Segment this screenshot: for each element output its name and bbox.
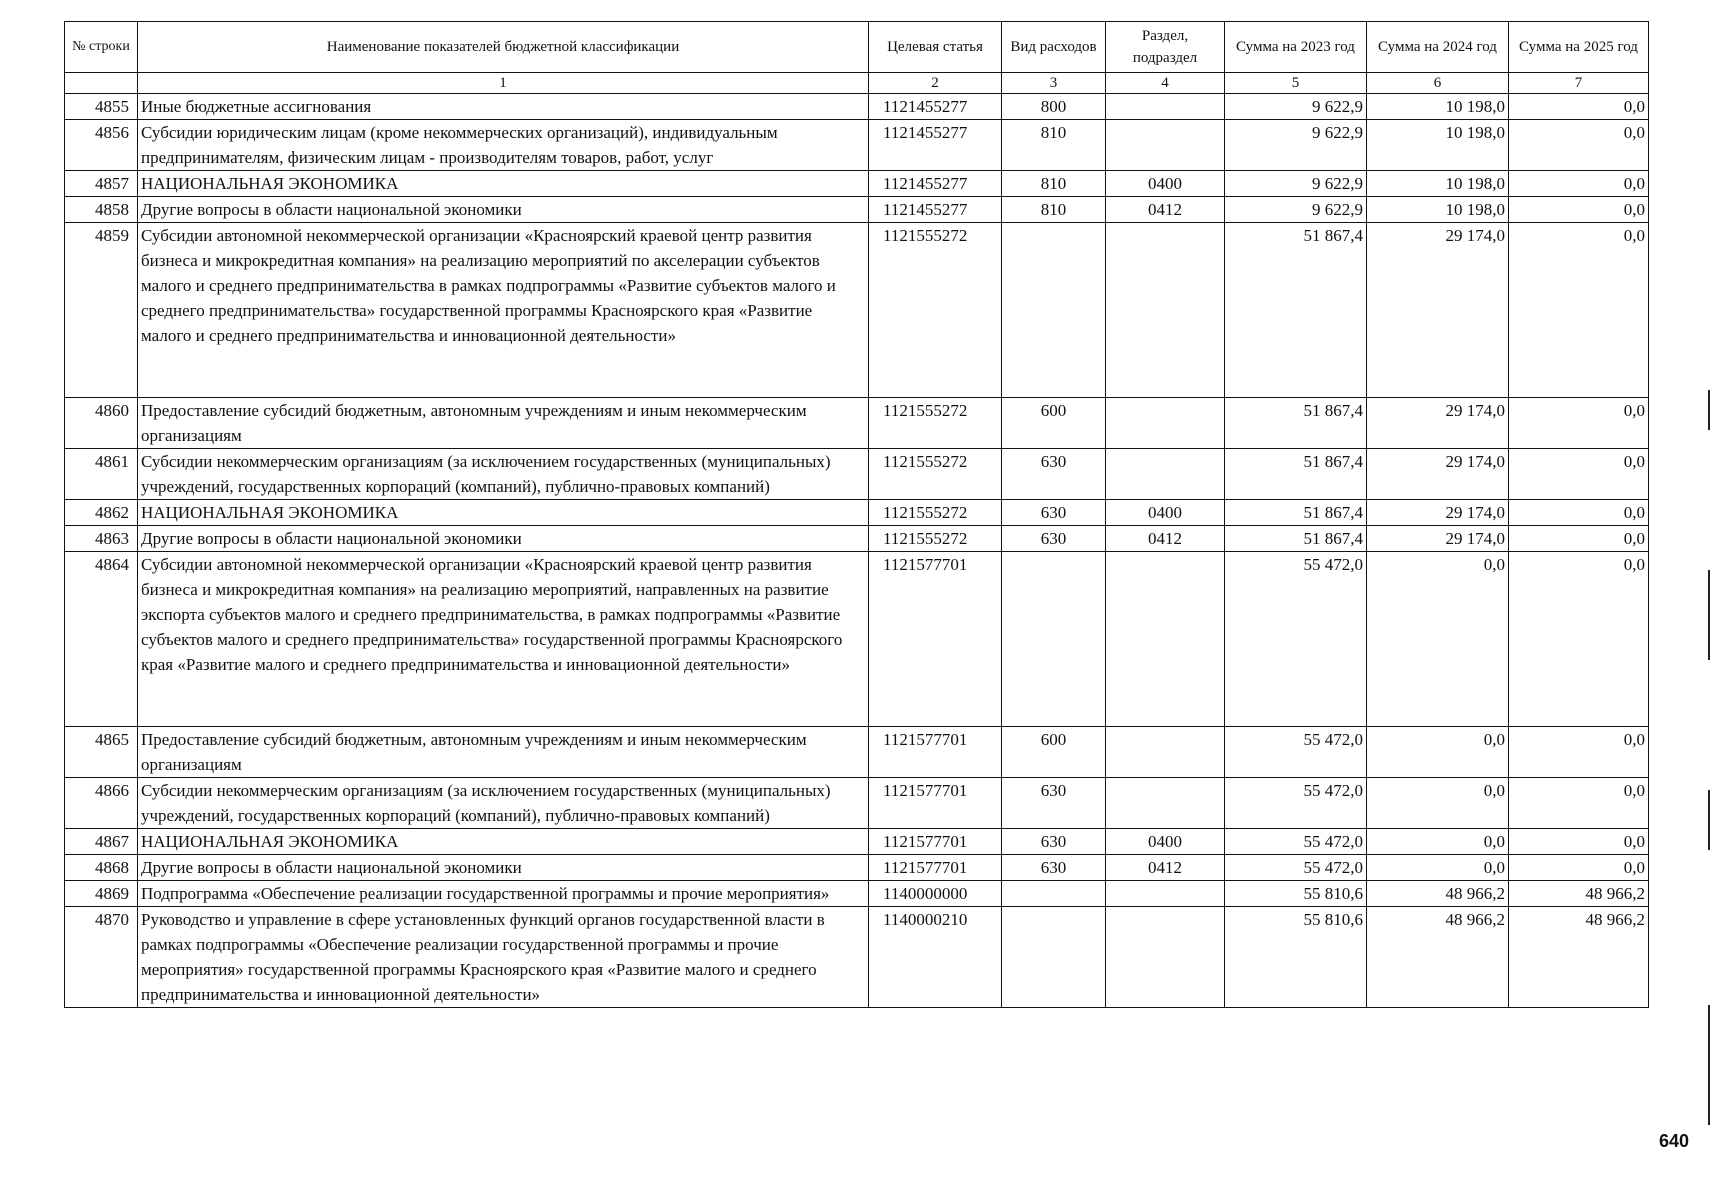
row-vid: 630: [1002, 855, 1106, 881]
row-vid: 630: [1002, 778, 1106, 829]
header-vid: Вид расходов: [1002, 22, 1106, 73]
row-sum-2025: 0,0: [1509, 552, 1649, 727]
row-target: 1140000210: [869, 907, 1002, 1008]
header-sum-2024: Сумма на 2024 год: [1367, 22, 1509, 73]
row-name: Субсидии некоммерческим организациям (за исключением государственных (муниципальных) учреждений, государственных корпораций (компаний), публично-правовых компаний): [138, 778, 869, 829]
row-sum-2025: 0,0: [1509, 398, 1649, 449]
table-row: [65, 778, 1649, 829]
column-number-row: [65, 73, 1649, 94]
row-razdel: 0400: [1106, 171, 1225, 197]
row-sum-2023: 9 622,9: [1225, 94, 1367, 120]
row-target: 1121577701: [869, 552, 1002, 727]
column-number: 3: [1002, 73, 1106, 94]
row-sum-2025: 48 966,2: [1509, 881, 1649, 907]
header-name: Наименование показателей бюджетной классификации: [138, 22, 869, 73]
row-sum-2024: 48 966,2: [1367, 907, 1509, 1008]
column-number: 6: [1367, 73, 1509, 94]
scan-edge-mark: [1708, 570, 1710, 660]
row-sum-2024: 0,0: [1367, 778, 1509, 829]
row-sum-2024: 29 174,0: [1367, 449, 1509, 500]
column-number: 2: [869, 73, 1002, 94]
row-sum-2023: 55 810,6: [1225, 907, 1367, 1008]
row-name: Другие вопросы в области национальной экономики: [138, 197, 869, 223]
row-razdel: [1106, 552, 1225, 727]
table-row: [65, 907, 1649, 1008]
header-target: Целевая статья: [869, 22, 1002, 73]
table-row: [65, 500, 1649, 526]
row-sum-2024: 29 174,0: [1367, 223, 1509, 398]
row-razdel: [1106, 778, 1225, 829]
row-sum-2025: 0,0: [1509, 526, 1649, 552]
row-name: Подпрограмма «Обеспечение реализации государственной программы и прочие мероприятия»: [138, 881, 869, 907]
row-sum-2025: 0,0: [1509, 500, 1649, 526]
row-vid: [1002, 223, 1106, 398]
row-sum-2023: 51 867,4: [1225, 526, 1367, 552]
row-sum-2025: 0,0: [1509, 171, 1649, 197]
row-number: 4868: [65, 855, 138, 881]
header-sum-2025: Сумма на 2025 год: [1509, 22, 1649, 73]
row-number: 4856: [65, 120, 138, 171]
column-number: 4: [1106, 73, 1225, 94]
row-razdel: 0412: [1106, 855, 1225, 881]
row-number: 4866: [65, 778, 138, 829]
row-sum-2024: 48 966,2: [1367, 881, 1509, 907]
row-sum-2023: 55 472,0: [1225, 727, 1367, 778]
row-sum-2023: 51 867,4: [1225, 398, 1367, 449]
row-number: 4870: [65, 907, 138, 1008]
row-sum-2024: 29 174,0: [1367, 526, 1509, 552]
row-razdel: [1106, 94, 1225, 120]
row-name: Другие вопросы в области национальной экономики: [138, 526, 869, 552]
row-vid: 810: [1002, 120, 1106, 171]
row-sum-2025: 0,0: [1509, 197, 1649, 223]
budget-table: [64, 21, 1649, 1008]
row-sum-2024: 0,0: [1367, 727, 1509, 778]
row-sum-2025: 0,0: [1509, 778, 1649, 829]
row-sum-2023: 9 622,9: [1225, 171, 1367, 197]
row-number: 4862: [65, 500, 138, 526]
table-row: [65, 552, 1649, 727]
row-vid: 810: [1002, 197, 1106, 223]
row-name: Иные бюджетные ассигнования: [138, 94, 869, 120]
row-sum-2025: 0,0: [1509, 120, 1649, 171]
row-sum-2025: 0,0: [1509, 829, 1649, 855]
row-sum-2024: 10 198,0: [1367, 120, 1509, 171]
row-sum-2023: 55 810,6: [1225, 881, 1367, 907]
row-razdel: 0400: [1106, 500, 1225, 526]
row-number: 4861: [65, 449, 138, 500]
row-sum-2025: 48 966,2: [1509, 907, 1649, 1008]
row-number: 4865: [65, 727, 138, 778]
row-sum-2024: 10 198,0: [1367, 197, 1509, 223]
row-target: 1121455277: [869, 94, 1002, 120]
row-name: НАЦИОНАЛЬНАЯ ЭКОНОМИКА: [138, 171, 869, 197]
row-sum-2023: 51 867,4: [1225, 449, 1367, 500]
row-number: 4858: [65, 197, 138, 223]
row-target: 1121577701: [869, 727, 1002, 778]
header-row: [65, 22, 1649, 73]
row-sum-2023: 55 472,0: [1225, 778, 1367, 829]
row-target: 1121577701: [869, 855, 1002, 881]
row-razdel: 0412: [1106, 526, 1225, 552]
scan-edge-mark: [1708, 390, 1710, 430]
scan-edge-mark: [1708, 1005, 1710, 1125]
table-row: [65, 449, 1649, 500]
table-row: [65, 398, 1649, 449]
row-name: НАЦИОНАЛЬНАЯ ЭКОНОМИКА: [138, 500, 869, 526]
row-number: 4869: [65, 881, 138, 907]
row-razdel: [1106, 120, 1225, 171]
scan-edge-mark: [1708, 790, 1710, 850]
table-row: [65, 829, 1649, 855]
row-name: Предоставление субсидий бюджетным, автономным учреждениям и иным некоммерческим организациям: [138, 727, 869, 778]
table-row: [65, 223, 1649, 398]
column-number: 7: [1509, 73, 1649, 94]
row-razdel: [1106, 223, 1225, 398]
row-target: 1121555272: [869, 500, 1002, 526]
row-sum-2024: 29 174,0: [1367, 398, 1509, 449]
row-vid: 800: [1002, 94, 1106, 120]
column-number: 1: [138, 73, 869, 94]
row-name: Субсидии автономной некоммерческой организации «Красноярский краевой центр развития бизнеса и микрокредитная компания» на реализацию мероприятий по акселерации субъектов малого и среднего предпринимательства в рамках подпрограммы «Развитие субъектов малого и среднего предпринимательства» государственной программы Красноярского края «Развитие малого и среднего предпринимательства и инновационной деятельности»: [138, 223, 869, 398]
row-razdel: 0412: [1106, 197, 1225, 223]
row-name: Субсидии автономной некоммерческой организации «Красноярский краевой центр развития бизнеса и микрокредитная компания» на реализацию мероприятий, направленных на развитие экспорта субъектов малого и среднего предпринимательства, в рамках подпрограммы «Развитие субъектов малого и среднего предпринимательства» государственной программы Красноярского края «Развитие малого и среднего предпринимательства и инновационной деятельности»: [138, 552, 869, 727]
row-razdel: [1106, 398, 1225, 449]
row-razdel: [1106, 881, 1225, 907]
row-target: 1121577701: [869, 778, 1002, 829]
row-sum-2024: 10 198,0: [1367, 171, 1509, 197]
row-number: 4864: [65, 552, 138, 727]
row-vid: [1002, 907, 1106, 1008]
table-row: [65, 120, 1649, 171]
table-row: [65, 197, 1649, 223]
row-vid: 630: [1002, 829, 1106, 855]
table-row: [65, 855, 1649, 881]
row-name: Другие вопросы в области национальной экономики: [138, 855, 869, 881]
column-number: 5: [1225, 73, 1367, 94]
row-vid: 600: [1002, 398, 1106, 449]
row-sum-2024: 10 198,0: [1367, 94, 1509, 120]
row-name: Субсидии юридическим лицам (кроме некоммерческих организаций), индивидуальным предпринимателям, физическим лицам - производителям товаров, работ, услуг: [138, 120, 869, 171]
row-vid: 630: [1002, 449, 1106, 500]
row-target: 1121555272: [869, 398, 1002, 449]
row-number: 4860: [65, 398, 138, 449]
row-sum-2023: 9 622,9: [1225, 197, 1367, 223]
row-number: 4859: [65, 223, 138, 398]
header-row-no: № строки: [65, 22, 138, 73]
row-sum-2025: 0,0: [1509, 449, 1649, 500]
row-razdel: [1106, 907, 1225, 1008]
header-razdel: Раздел, подраздел: [1106, 22, 1225, 73]
row-vid: 600: [1002, 727, 1106, 778]
row-vid: [1002, 552, 1106, 727]
row-vid: 630: [1002, 526, 1106, 552]
row-sum-2025: 0,0: [1509, 223, 1649, 398]
table-row: [65, 727, 1649, 778]
header-sum-2023: Сумма на 2023 год: [1225, 22, 1367, 73]
page-number: 640: [1659, 1131, 1690, 1151]
row-number: 4857: [65, 171, 138, 197]
row-vid: 810: [1002, 171, 1106, 197]
table-row: [65, 171, 1649, 197]
row-target: 1121455277: [869, 197, 1002, 223]
row-target: 1121455277: [869, 171, 1002, 197]
row-razdel: [1106, 727, 1225, 778]
row-target: 1121455277: [869, 120, 1002, 171]
row-razdel: 0400: [1106, 829, 1225, 855]
row-name: НАЦИОНАЛЬНАЯ ЭКОНОМИКА: [138, 829, 869, 855]
column-number: [65, 73, 138, 94]
row-sum-2023: 51 867,4: [1225, 223, 1367, 398]
row-target: 1121555272: [869, 449, 1002, 500]
table-row: [65, 881, 1649, 907]
row-sum-2023: 55 472,0: [1225, 855, 1367, 881]
table-row: [65, 526, 1649, 552]
table-row: [65, 94, 1649, 120]
row-sum-2024: 0,0: [1367, 829, 1509, 855]
row-sum-2023: 51 867,4: [1225, 500, 1367, 526]
row-number: 4867: [65, 829, 138, 855]
row-number: 4863: [65, 526, 138, 552]
row-target: 1121555272: [869, 526, 1002, 552]
row-vid: 630: [1002, 500, 1106, 526]
row-number: 4855: [65, 94, 138, 120]
row-sum-2023: 55 472,0: [1225, 829, 1367, 855]
row-sum-2023: 9 622,9: [1225, 120, 1367, 171]
row-target: 1140000000: [869, 881, 1002, 907]
row-sum-2024: 29 174,0: [1367, 500, 1509, 526]
row-target: 1121577701: [869, 829, 1002, 855]
row-name: Предоставление субсидий бюджетным, автономным учреждениям и иным некоммерческим организациям: [138, 398, 869, 449]
row-sum-2024: 0,0: [1367, 855, 1509, 881]
row-target: 1121555272: [869, 223, 1002, 398]
row-sum-2024: 0,0: [1367, 552, 1509, 727]
row-sum-2025: 0,0: [1509, 94, 1649, 120]
row-name: Субсидии некоммерческим организациям (за исключением государственных (муниципальных) учреждений, государственных корпораций (компаний), публично-правовых компаний): [138, 449, 869, 500]
row-razdel: [1106, 449, 1225, 500]
row-name: Руководство и управление в сфере установленных функций органов государственной власти в рамках подпрограммы «Обеспечение реализации государственной программы и прочие мероприятия» государственной программы Красноярского края «Развитие малого и среднего предпринимательства и инновационной деятельности»: [138, 907, 869, 1008]
row-vid: [1002, 881, 1106, 907]
row-sum-2025: 0,0: [1509, 855, 1649, 881]
row-sum-2023: 55 472,0: [1225, 552, 1367, 727]
row-sum-2025: 0,0: [1509, 727, 1649, 778]
